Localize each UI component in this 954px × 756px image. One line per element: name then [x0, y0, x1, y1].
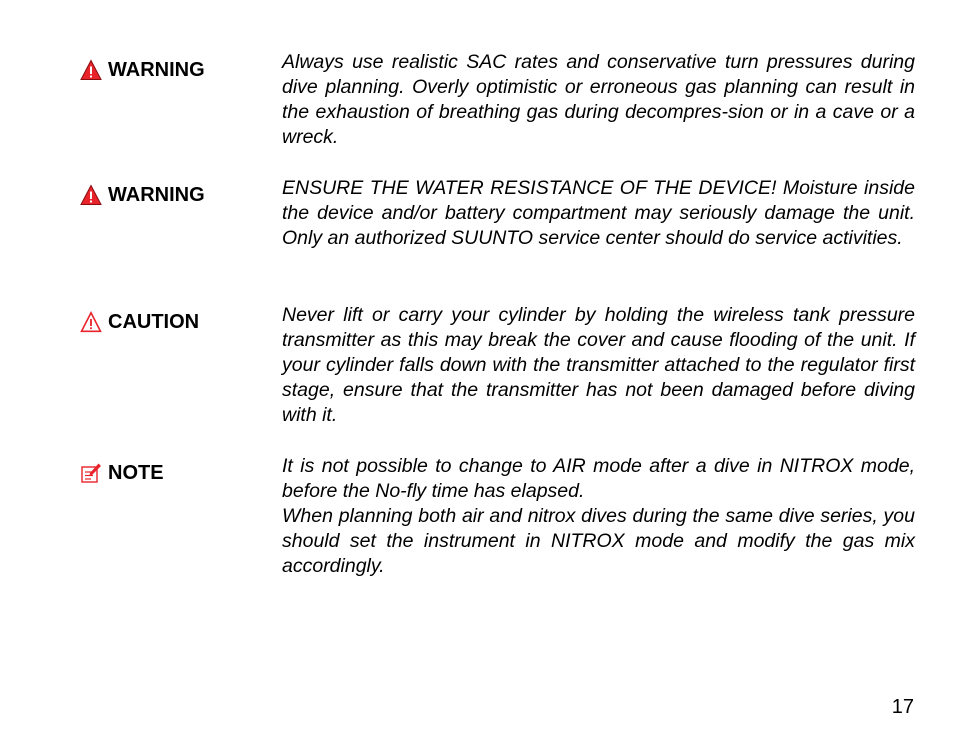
- caution-text: [282, 303, 915, 428]
- page-number: 17: [891, 696, 914, 718]
- caution-outline-icon: [80, 311, 102, 333]
- caution-label: [80, 311, 199, 333]
- notice-label-text: NOTE: [108, 462, 164, 484]
- warning-filled-icon: [80, 59, 102, 81]
- warning-filled-icon: [80, 184, 102, 206]
- paragraph: It is not possible to change to AIR mode after a dive in NITROX mode, before the No-fly time has elapsed.: [282, 455, 915, 502]
- warning-label-1: [80, 59, 205, 81]
- warning-text-2: [282, 176, 915, 251]
- notice-label-text: WARNING: [108, 59, 205, 81]
- paragraph: Never lift or carry your cylinder by holding the wireless tank pressure transmitter as this may break the cover and cause flooding of the unit. If your cylinder falls down with the transmitter attached to the regulator first stage, ensure that the transmitter has not been damaged before diving with it.: [282, 304, 915, 426]
- note-pencil-icon: [80, 462, 102, 484]
- notice-label-text: WARNING: [108, 184, 205, 206]
- warning-label-2: [80, 184, 205, 206]
- paragraph: Always use realistic SAC rates and conservative turn pressures during dive planning. Overly optimistic or erroneous gas planning can result in the exhaustion of breathing gas during decompres-sion or in a cave or a wreck.: [282, 51, 915, 148]
- paragraph: When planning both air and nitrox dives during the same dive series, you should set the instrument in NITROX mode and modify the gas mix accordingly.: [282, 505, 915, 577]
- paragraph: ENSURE THE WATER RESISTANCE OF THE DEVICE! Moisture inside the device and/or battery compartment may seriously damage the unit. Only an authorized SUUNTO service center should do service activities.: [282, 177, 915, 249]
- note-text: [282, 454, 915, 579]
- note-label: [80, 462, 164, 484]
- notice-label-text: CAUTION: [108, 311, 200, 333]
- warning-text-1: [282, 50, 915, 150]
